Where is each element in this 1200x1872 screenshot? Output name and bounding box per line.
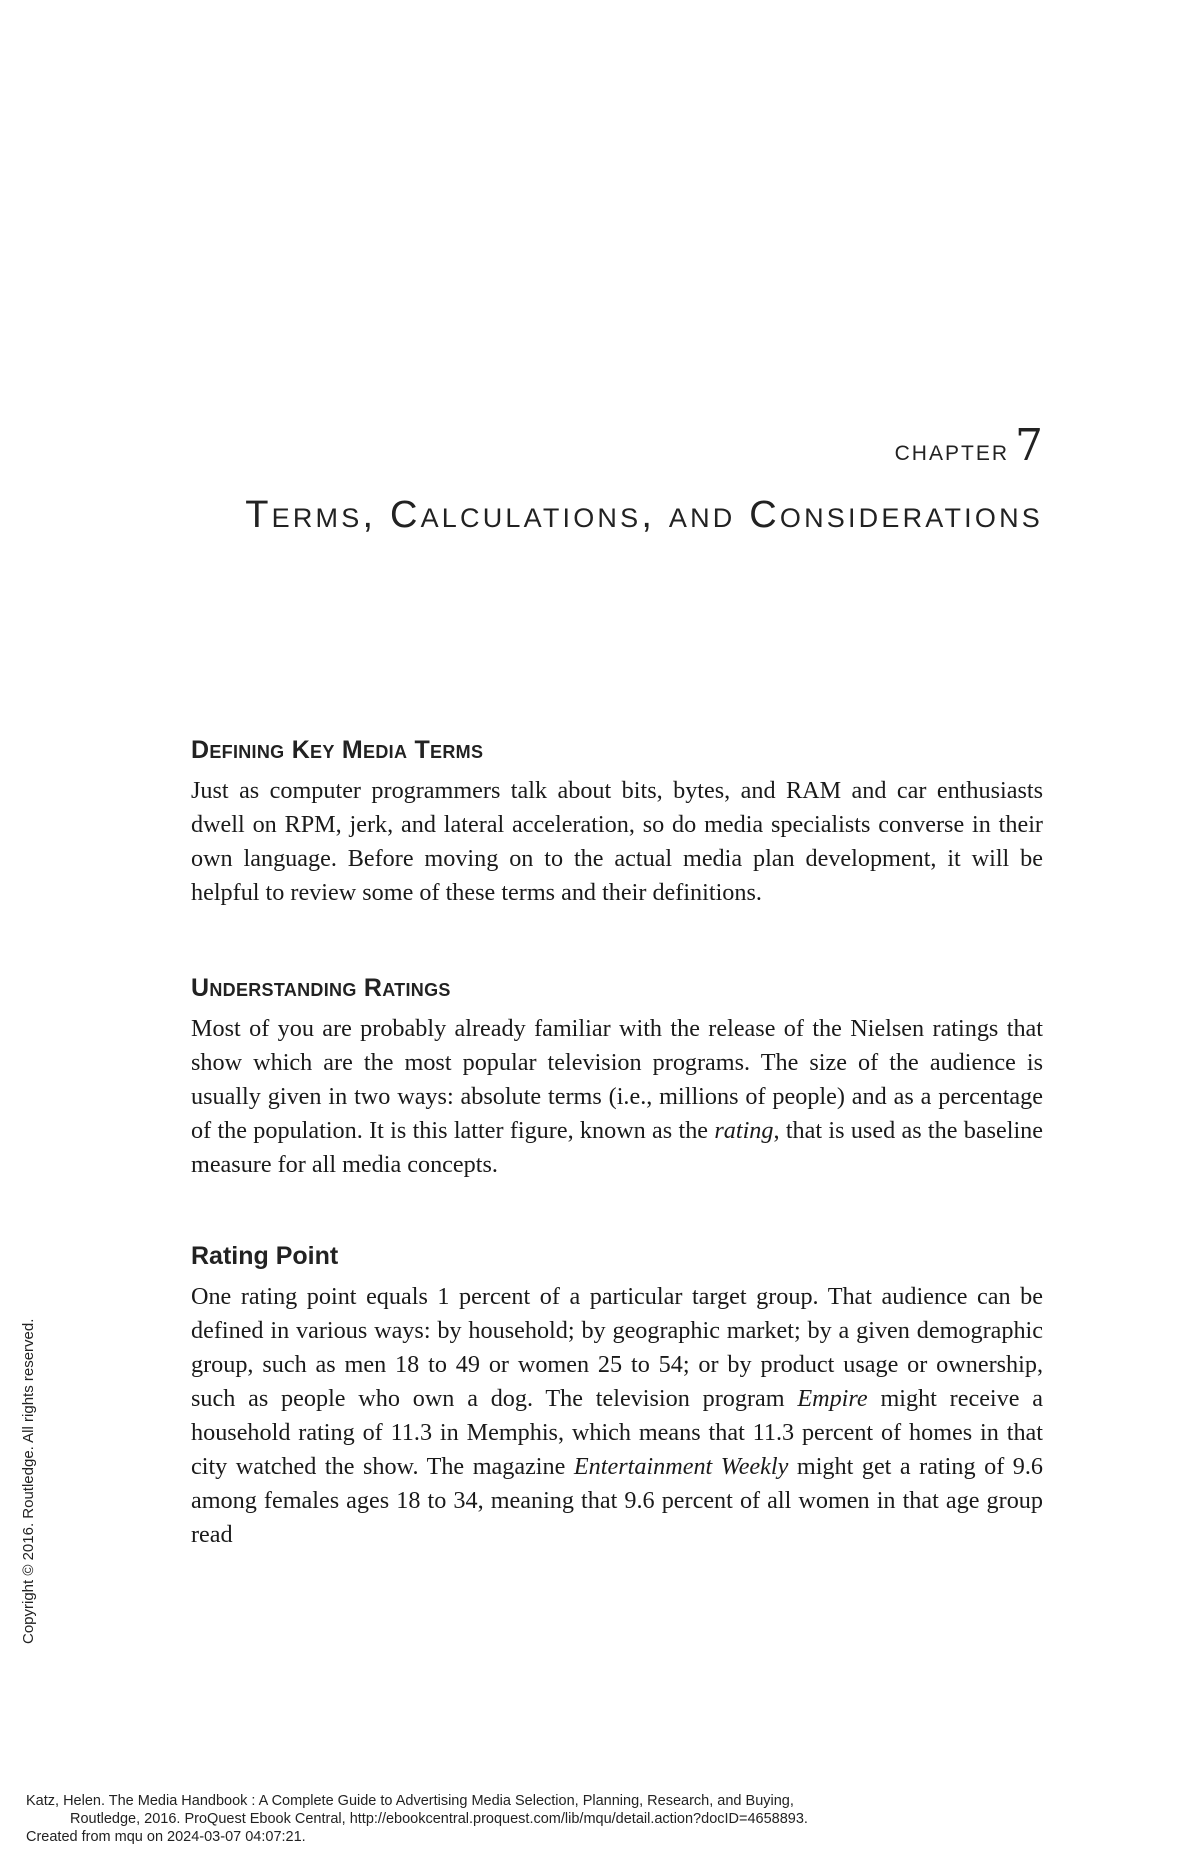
footer-line: Katz, Helen. The Media Handbook : A Complete Guide to Advertising Media Selection, Planning, Research, and Buying,	[26, 1793, 794, 1809]
citation-footer	[26, 1792, 808, 1846]
paragraph-text: might get a rating of 9.6 among females ages 18 to 34, meaning that 9.6 percent of all women in that age group read	[191, 1453, 1043, 1548]
subsection-heading: Rating Point	[191, 1242, 339, 1270]
paragraph-text: One rating point equals 1 percent of a particular target group. That audience can be defined in various ways: by household; by geographic market; by a given demographic group, such as men 18 to 49 or women 25 to 54; or by product usage or ownership, such as people who own a dog. The television program	[191, 1283, 1043, 1412]
section-heading: Defining Key Media Terms	[191, 736, 484, 764]
chapter-number: 7	[1015, 420, 1043, 471]
footer-line: Routledge, 2016. ProQuest Ebook Central, http://ebookcentral.proquest.com/lib/mqu/detail.action?docID=4658893.	[70, 1811, 808, 1827]
paragraph-text: might receive a household rating of 11.3 in Memphis, which means that 11.3 percent of homes in that city watched the show. The magazine	[191, 1385, 1043, 1480]
paragraph-text: , that is used as the baseline measure for all media concepts.	[191, 1117, 1043, 1178]
chapter-title: Terms, Calculations, and Considerations	[245, 494, 1043, 536]
chapter-label	[895, 420, 1043, 471]
side-copyright-notice: Copyright © 2016. Routledge. All rights reserved.	[20, 1318, 37, 1644]
page-body	[191, 734, 1043, 1614]
italic-title: Empire	[797, 1385, 868, 1412]
paragraph-text: Most of you are probably already familiar with the release of the Nielsen ratings that show which are the most popular television programs. The size of the audience is usually given in two ways: absolute terms (i.e., millions of people) and as a percentage of the population. It is this latter figure, known as the	[191, 1015, 1043, 1144]
footer-line: Created from mqu on 2024-03-07 04:07:21.	[26, 1829, 306, 1845]
chapter-word: chapter	[894, 434, 1009, 467]
section-understanding-ratings	[191, 972, 1043, 1182]
section-paragraph: Just as computer programmers talk about bits, bytes, and RAM and car enthusiasts dwell on RPM, jerk, and lateral acceleration, so do media specialists converse in their own language. Before moving on to the actual media plan development, it will be helpful to review some of these terms and their definitions.	[191, 777, 1043, 906]
section-paragraph	[191, 1280, 1043, 1552]
section-heading: Understanding Ratings	[191, 974, 451, 1002]
section-defining-key-media-terms	[191, 734, 1043, 910]
italic-title: Entertainment Weekly	[573, 1453, 789, 1480]
section-paragraph	[191, 1012, 1043, 1182]
italic-term: rating	[714, 1117, 774, 1144]
section-rating-point	[191, 1240, 1043, 1552]
